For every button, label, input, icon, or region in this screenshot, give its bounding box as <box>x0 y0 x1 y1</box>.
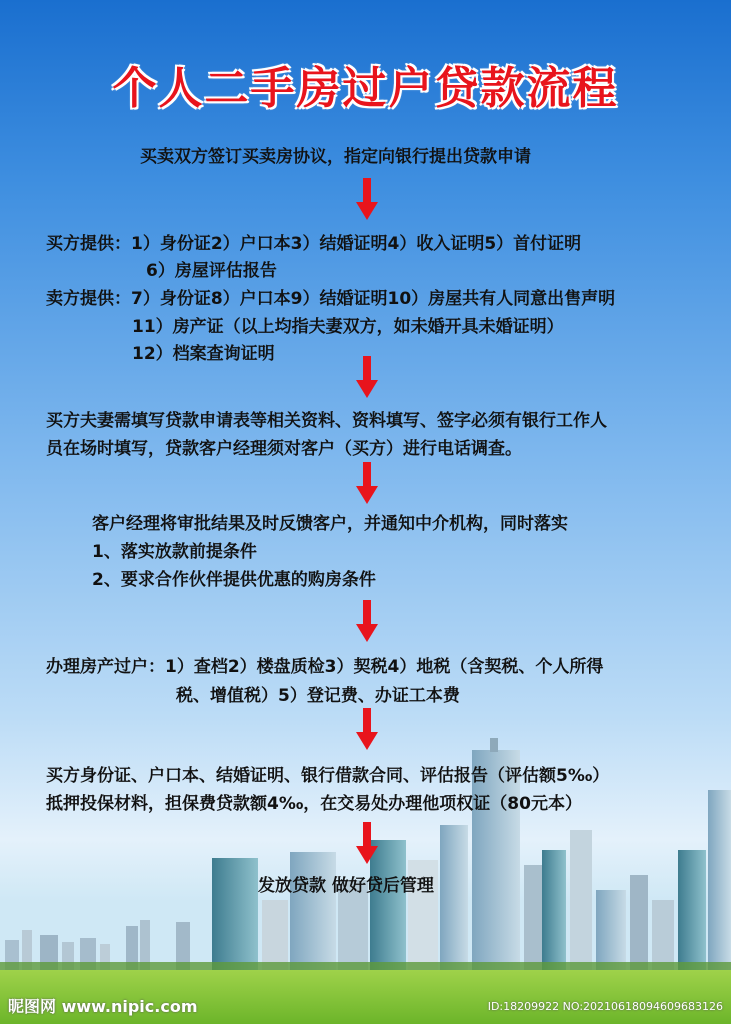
watermark-text: 昵图网 www.nipic.com <box>8 997 198 1016</box>
step-2-seller-docs: 卖方提供：7）身份证8）户口本9）结婚证明10）房屋共有人同意出售声明 <box>46 289 616 309</box>
step-4-item-2: 2、要求合作伙伴提供优惠的购房条件 <box>92 570 376 590</box>
down-arrow-icon <box>356 822 378 864</box>
step-3-text-line-1: 买方夫妻需填写贷款申请表等相关资料、资料填写、签字必须有银行工作人 <box>46 411 607 431</box>
step-4-text: 客户经理将审批结果及时反馈客户，并通知中介机构，同时落实 <box>92 514 568 534</box>
step-2-buyer-docs: 买方提供：1）身份证2）户口本3）结婚证明4）收入证明5）首付证明 <box>46 234 582 254</box>
step-7-text: 发放贷款 做好贷后管理 <box>258 876 434 896</box>
step-2-seller-docs-cont-2: 12）档案查询证明 <box>132 344 275 364</box>
step-2-buyer-docs-cont: 6）房屋评估报告 <box>146 261 277 281</box>
step-1-text: 买卖双方签订买卖房协议，指定向银行提出贷款申请 <box>140 147 531 167</box>
down-arrow-icon <box>356 356 378 398</box>
step-6-text-line-2: 抵押投保材料，担保费贷款额4‰，在交易处办理他项权证（80元本） <box>46 794 582 814</box>
step-5-text-line-1: 办理房产过户：1）查档2）楼盘质检3）契税4）地税（含契税、个人所得 <box>46 657 604 677</box>
step-4-item-1: 1、落实放款前提条件 <box>92 542 257 562</box>
down-arrow-icon <box>356 178 378 220</box>
step-2-seller-docs-cont: 11）房产证（以上均指夫妻双方，如未婚开具未婚证明） <box>132 317 564 337</box>
down-arrow-icon <box>356 600 378 642</box>
down-arrow-icon <box>356 708 378 750</box>
down-arrow-icon <box>356 462 378 504</box>
step-5-text-line-2: 税、增值税）5）登记费、办证工本费 <box>176 686 460 706</box>
page-title: 个人二手房过户贷款流程 <box>112 63 619 114</box>
step-6-text-line-1: 买方身份证、户口本、结婚证明、银行借款合同、评估报告（评估额5‰） <box>46 766 610 786</box>
image-id-text: ID:18209922 NO:20210618094609683126 <box>487 1000 723 1013</box>
step-3-text-line-2: 员在场时填写，贷款客户经理须对客户（买方）进行电话调查。 <box>46 439 522 459</box>
